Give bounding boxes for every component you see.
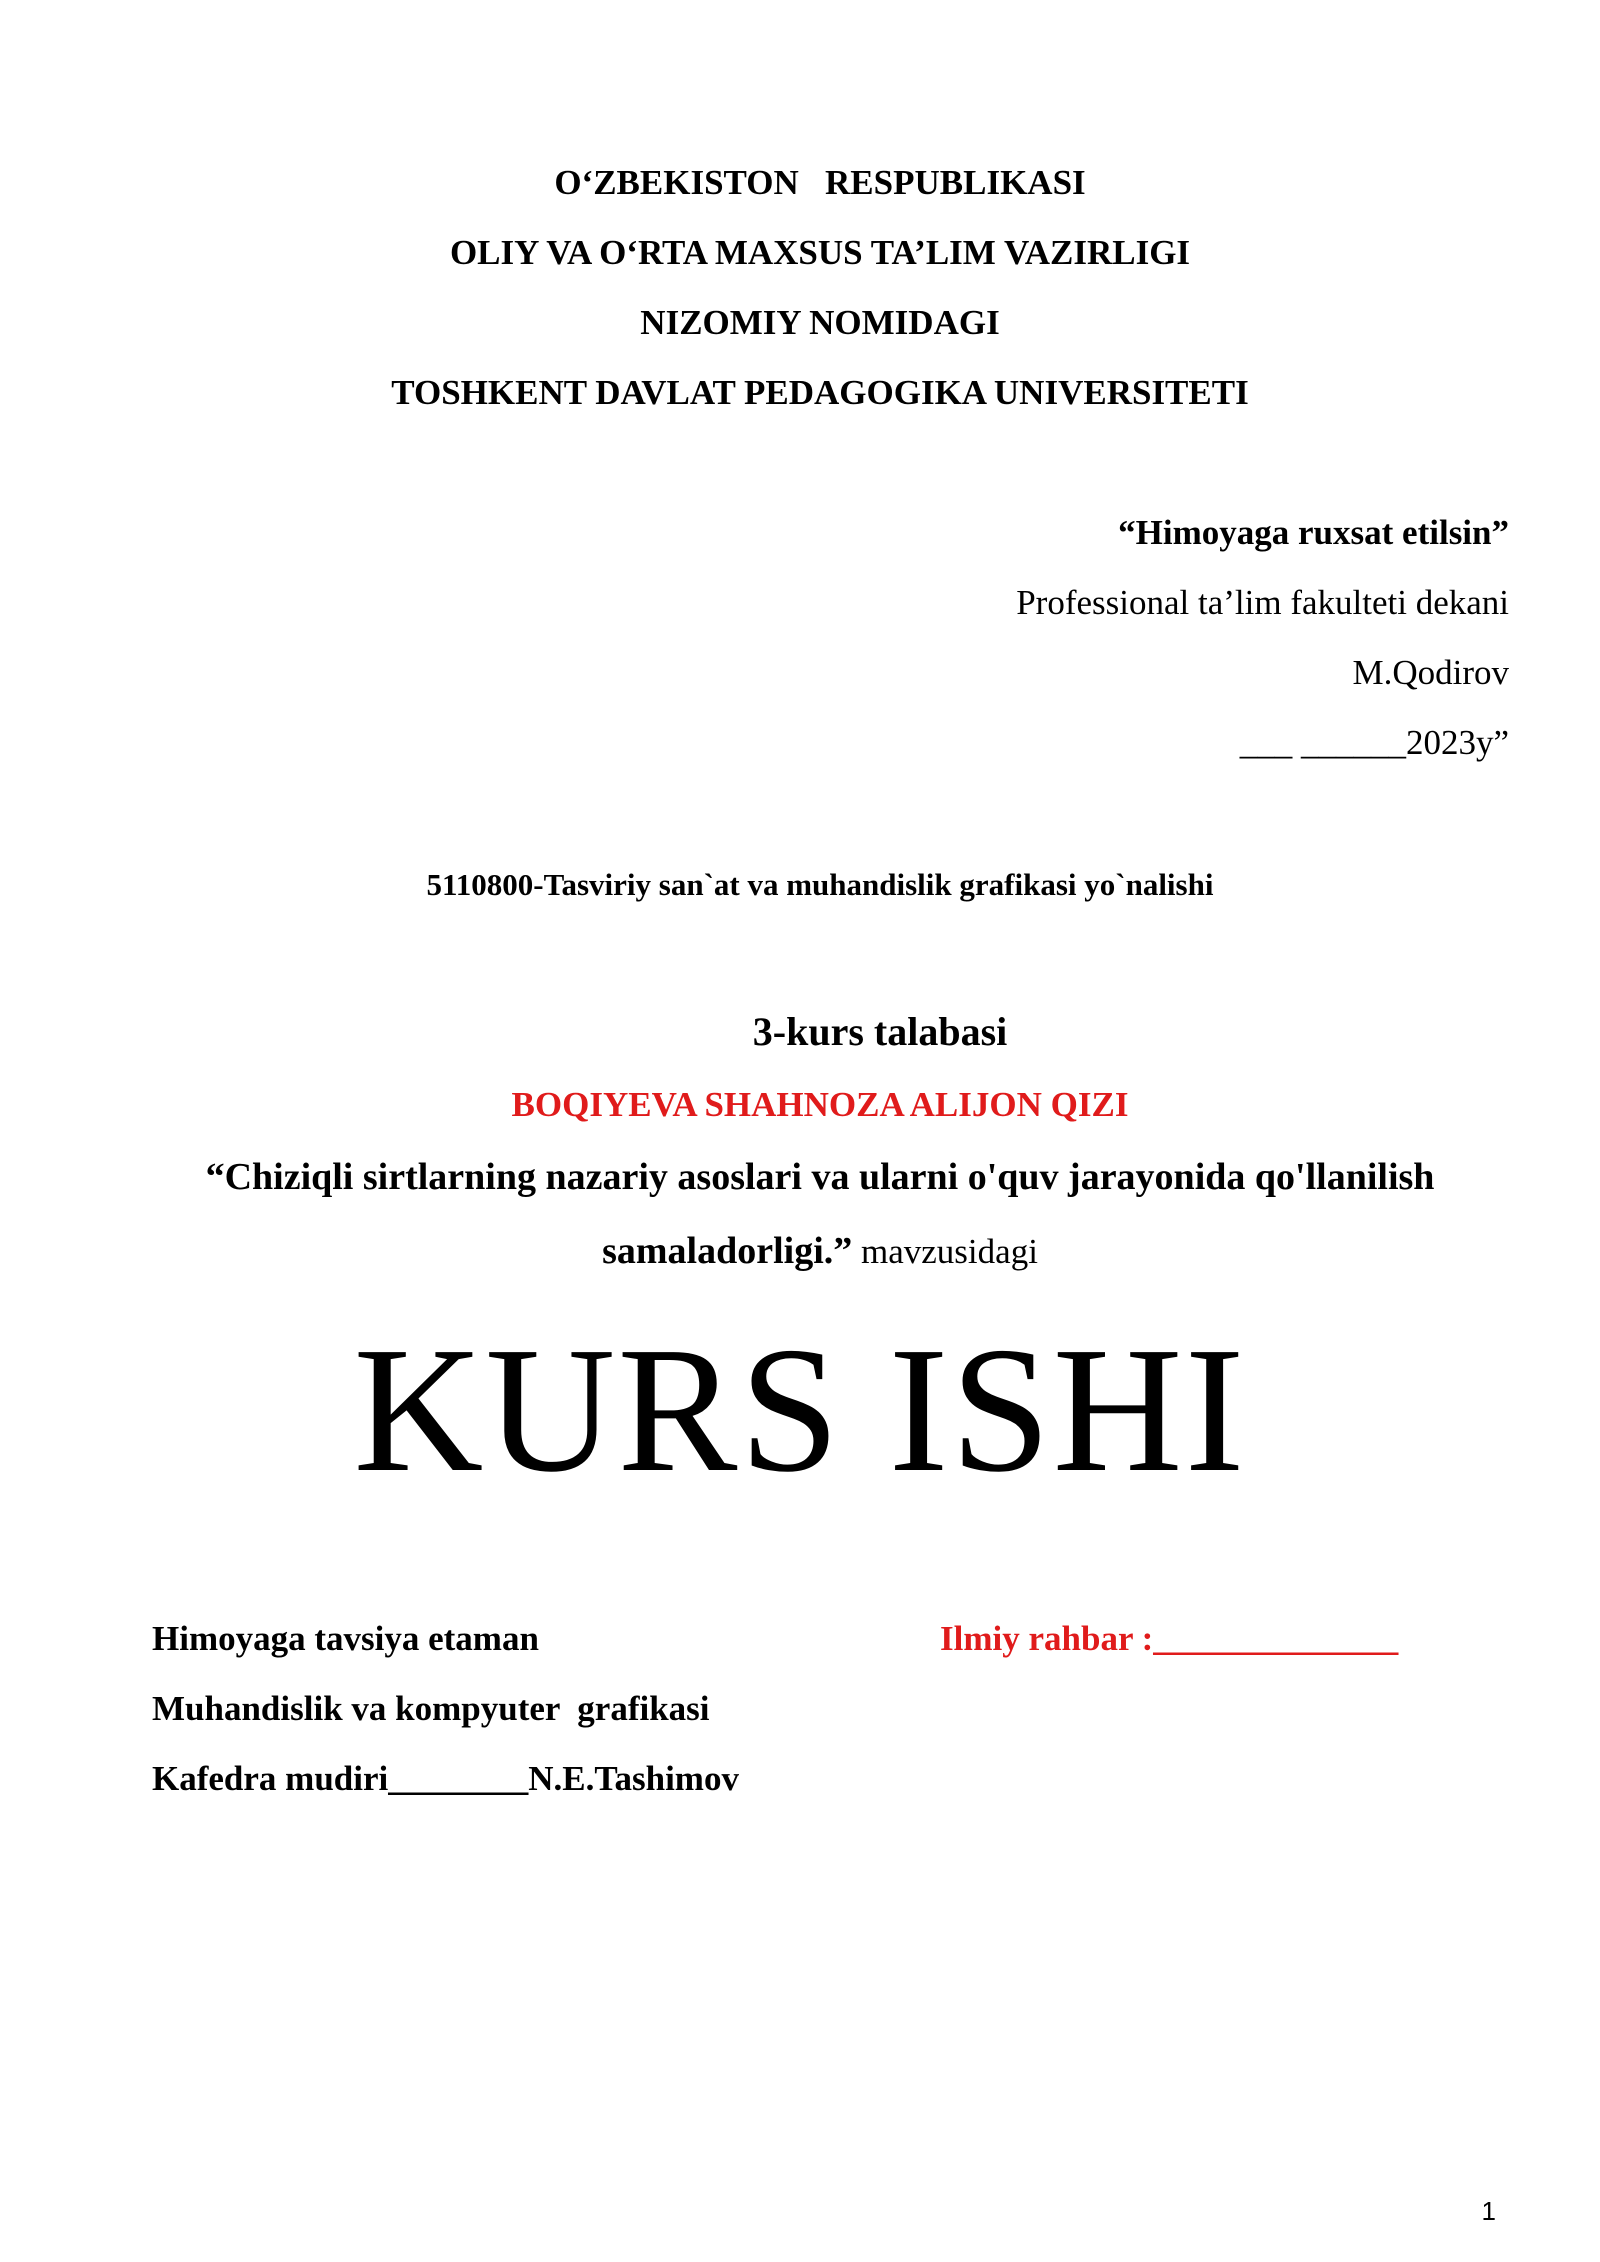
page-number: 1 [1481, 2196, 1496, 2226]
topic-title: “Chiziqli sirtlarning nazariy asoslari va ularni o'quv jarayonida qo'llanilish samaladorligi.” [205, 1156, 1435, 1272]
study-direction: 5110800-Tasviriy san`at va muhandislik grafikasi yo`nalishi [426, 867, 1214, 902]
header-named-after: NIZOMIY NOMIDAGI [640, 303, 1000, 342]
signoff-head: Kafedra mudiri________N.E.Tashimov [152, 1759, 739, 1798]
supervisor-line: Ilmiy rahbar :______________ [940, 1619, 1399, 1658]
ministry-header [0, 148, 1600, 428]
topic-block [110, 1140, 1530, 1289]
signoff-recommendation: Himoyaga tavsiya etaman [152, 1619, 539, 1658]
approval-title: “Himoyaga ruxsat etilsin” [1118, 513, 1509, 552]
header-ministry: OLIY VA O‘RTA MAXSUS TA’LIM VAZIRLIGI [449, 233, 1191, 272]
approval-name: M.Qodirov [1352, 653, 1509, 692]
topic-suffix: mavzusidagi [852, 1232, 1038, 1271]
student-name: BOQIYEVA SHAHNOZA ALIJON QIZI [511, 1085, 1129, 1124]
header-country: O‘ZBEKISTON RESPUBLIKASI [554, 163, 1086, 202]
course-label: 3-kurs talabasi [752, 1009, 1008, 1054]
signoff-department: Muhandislik va kompyuter grafikasi [152, 1689, 710, 1728]
document-type-title: KURS ISHI [353, 1310, 1247, 1509]
approval-block [1016, 498, 1509, 778]
approval-date: ___ ______2023y” [1239, 723, 1509, 762]
signoff-block [152, 1604, 739, 1814]
approval-position: Professional ta’lim fakulteti dekani [1016, 583, 1509, 622]
header-university: TOSHKENT DAVLAT PEDAGOGIKA UNIVERSITETI [391, 373, 1249, 412]
